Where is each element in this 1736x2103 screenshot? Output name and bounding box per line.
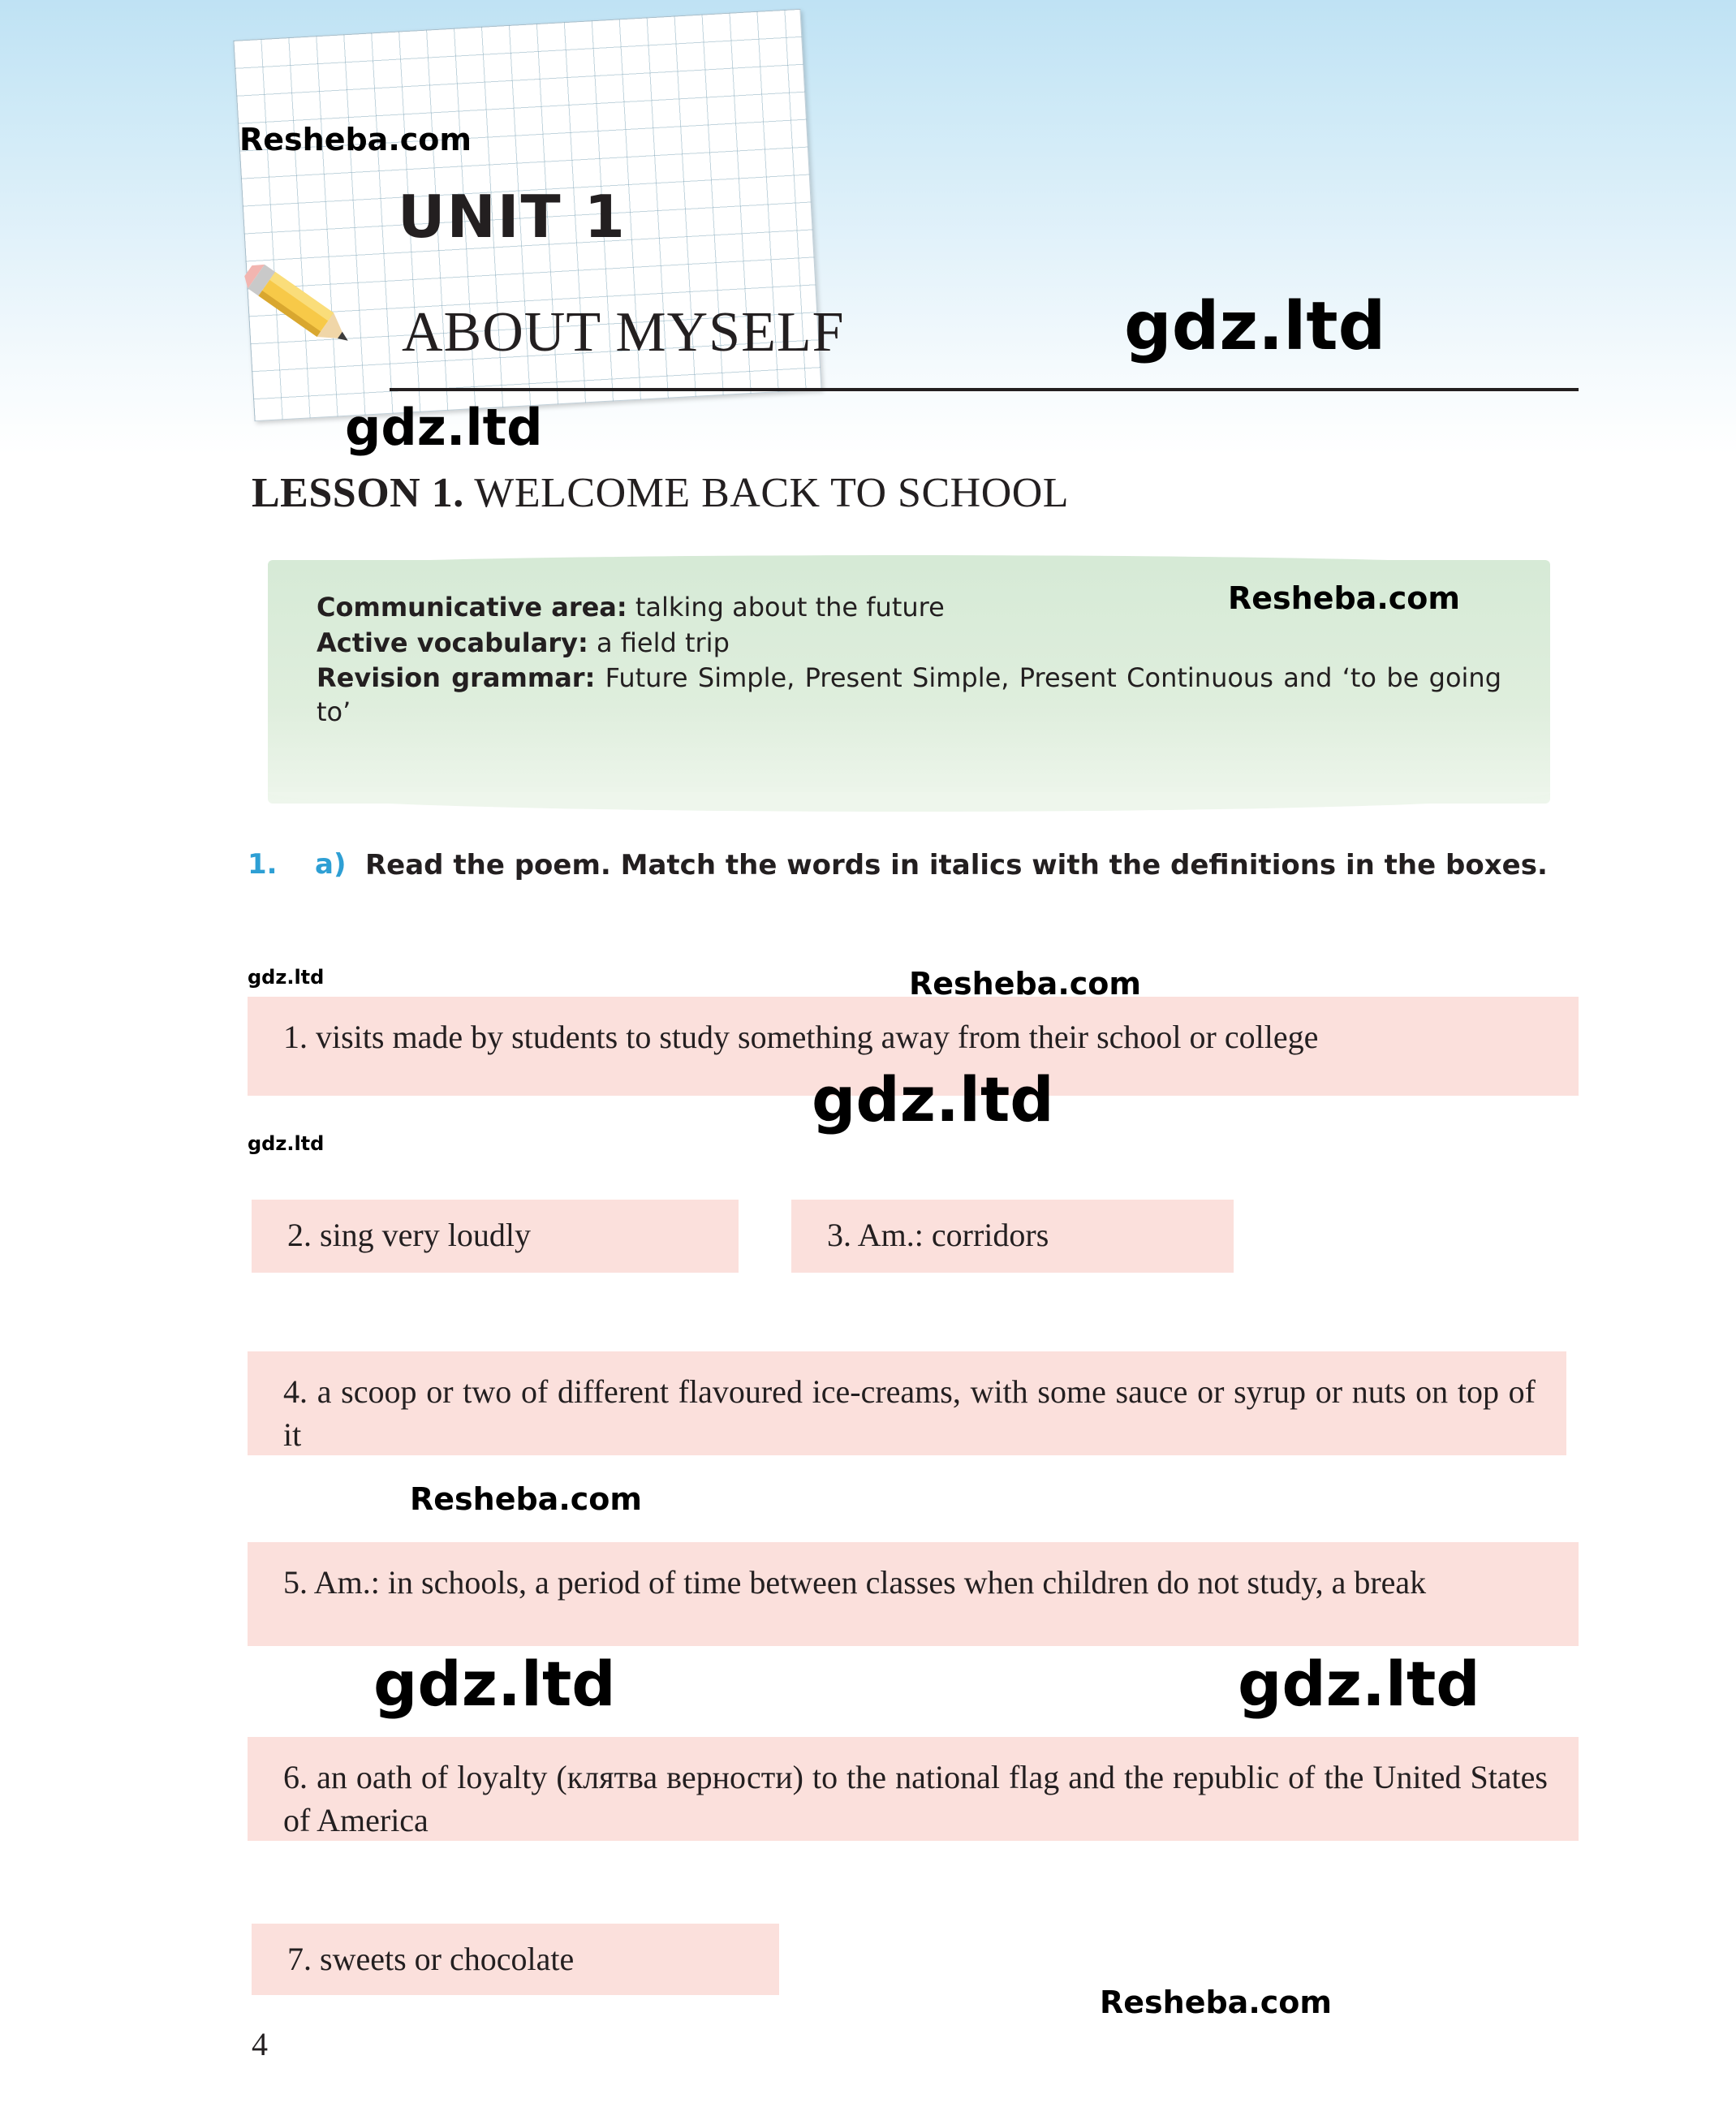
info-line-active-vocabulary: [317, 627, 1501, 661]
watermark: Resheba.com: [239, 122, 472, 157]
watermark: gdz.ltd: [373, 1648, 616, 1720]
info-label-revision-grammar: Revision grammar:: [317, 662, 596, 694]
info-value-revision-grammar: Future Simple, Present Simple, Present Continuous and ‘to be going to’: [317, 662, 1502, 727]
info-value-communicative-area: talking about the future: [627, 592, 945, 623]
info-label-communicative-area: Communicative area:: [317, 592, 627, 623]
exercise-number: 1.: [248, 848, 278, 881]
unit-title: UNIT 1: [398, 183, 627, 251]
definition-box: 2. sing very loudly: [252, 1200, 739, 1273]
watermark: gdz.ltd: [248, 1132, 325, 1155]
watermark: Resheba.com: [1228, 580, 1460, 616]
watermark: gdz.ltd: [345, 398, 543, 457]
title-underline: [390, 388, 1579, 391]
definition-box: 6. an oath of loyalty (клятва верности) to the national flag and the republic of the United States of America: [248, 1737, 1579, 1841]
exercise-instruction: Read the poem. Match the words in italics with the definitions in the boxes.: [365, 849, 1548, 881]
info-label-active-vocabulary: Active vocabulary:: [317, 627, 588, 658]
page-number: 4: [252, 2026, 268, 2062]
info-line-revision-grammar: [317, 661, 1501, 729]
definition-box: 7. sweets or chocolate: [252, 1924, 779, 1995]
definition-box: 3. Am.: corridors: [791, 1200, 1234, 1273]
watermark: Resheba.com: [1100, 1984, 1332, 2020]
watermark: Resheba.com: [410, 1481, 642, 1517]
info-value-active-vocabulary: a field trip: [588, 627, 730, 658]
section-title: ABOUT MYSELF: [402, 301, 845, 364]
definition-box: 4. a scoop or two of different flavoured ice-creams, with some sauce or syrup or nuts on top of it: [248, 1351, 1566, 1455]
watermark: gdz.ltd: [812, 1063, 1054, 1136]
watermark: Resheba.com: [909, 966, 1141, 1002]
definition-box: 1. visits made by students to study something away from their school or college: [248, 997, 1579, 1096]
definition-box: 5. Am.: in schools, a period of time between classes when children do not study, a break: [248, 1542, 1579, 1646]
watermark: gdz.ltd: [248, 966, 325, 989]
watermark: gdz.ltd: [1124, 288, 1386, 365]
exercise-letter: a): [315, 848, 347, 881]
lesson-title: [252, 469, 1069, 517]
watermark: gdz.ltd: [1238, 1648, 1480, 1720]
pencil-icon: [227, 260, 365, 357]
lesson-title-text: WELCOME BACK TO SCHOOL: [463, 470, 1070, 516]
lesson-label: LESSON 1.: [252, 470, 464, 516]
